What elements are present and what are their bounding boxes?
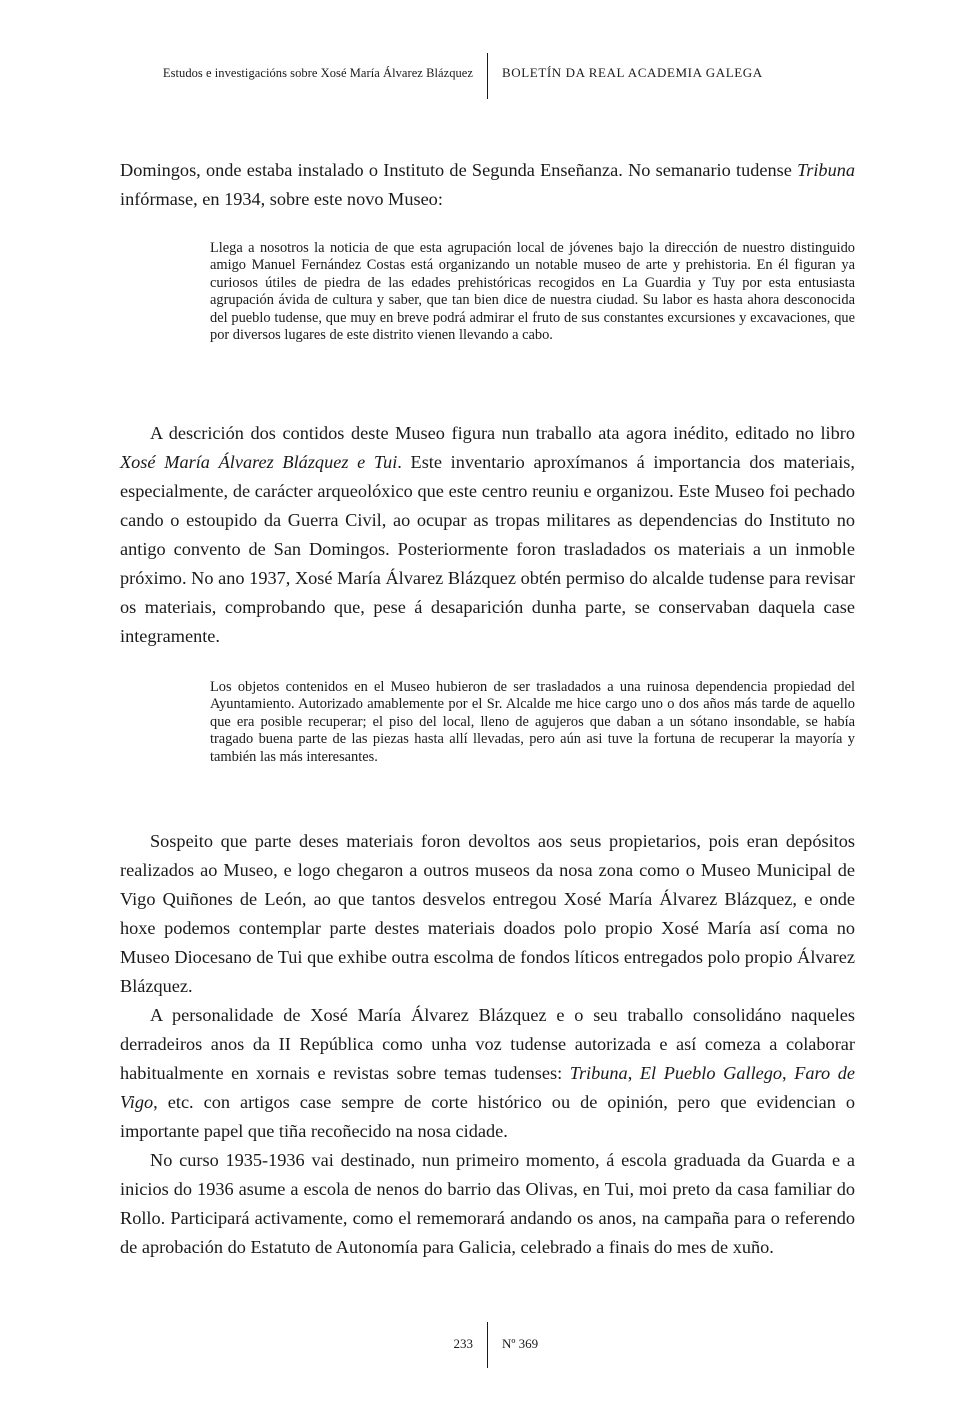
- block-quote-2: [210, 679, 855, 766]
- header-journal-title: BOLETÍN DA REAL ACADEMIA GALEGA: [502, 65, 763, 80]
- running-header: [0, 53, 975, 99]
- separator: ,: [627, 1063, 640, 1083]
- publication-title-tribuna: Tribuna: [569, 1063, 628, 1083]
- paragraph-4-text-b: , etc. con artigos case sempre de corte histórico ou de opinión, pero que evidencian o importante papel que tiña recoñecido na nosa cidade.: [120, 1092, 855, 1141]
- block-quote-1: [210, 240, 855, 344]
- paragraph-2-text-a: A descrición dos contidos deste Museo figura nun traballo ata agora inédito, editado no libro: [150, 423, 855, 443]
- issue-number: Nº 369: [502, 1336, 539, 1351]
- footer-divider: [487, 1322, 488, 1368]
- separator: ,: [782, 1063, 795, 1083]
- header-series-title: Estudos e investigacións sobre Xosé María Álvarez Blázquez: [162, 66, 473, 80]
- paragraph-4: [120, 1001, 855, 1146]
- block-quote-2-text: Los objetos contenidos en el Museo hubieron de ser trasladados a una ruinosa dependencia propiedad del Ayuntamiento. Autorizado amablemente por el Sr. Alcalde me hice cargo uno o dos años más tarde de aquello que era posible recuperar; el piso del local, lleno de agujeros que daban a un sótano insondable, se había tragado buena parte de las piezas hasta allí llevadas, pero aún asi tuve la fortuna de recuperar la mayoría y también las más interesantes.: [210, 679, 855, 765]
- page-number: 233: [453, 1336, 473, 1351]
- paragraph-3: Sospeito que parte deses materiais foron devoltos aos seus propietarios, pois eran depósitos realizados ao Museo, e logo chegaron a outros museos da nosa zona como o Museo Municipal de Vigo Quiñones de León, ao que tantos desvelos entregou Xosé María Álvarez Blázquez, e onde hoxe podemos contemplar parte destes materiais doados polo propio Xosé María así coma no Museo Diocesano de Tui que exhibe outra escolma de fondos líticos entregados polo propio Álvarez Blázquez.: [120, 831, 855, 996]
- publication-title-tribuna: Tribuna: [797, 160, 855, 180]
- paragraph-1-text-b: infórmase, en 1934, sobre este novo Museo:: [120, 189, 443, 209]
- paragraph-1-text-a: Domingos, onde estaba instalado o Instituto de Segunda Enseñanza. No semanario tudense: [120, 160, 798, 180]
- block-quote-1-text: Llega a nosotros la noticia de que esta agrupación local de jóvenes bajo la dirección de nuestro distinguido amigo Manuel Fernández Costas está organizando un notable museo de arte y prehistoria. En él figuran ya curiosos útiles de piedra de las edades prehistóricas recogidos en La Guardia y Tuy por esta entusiasta agrupación ávida de cultura y saber, que tan bien dice de nuestra ciudad. Su labor es hasta ahora desconocida del pueblo tudense, que muy en breve podrá admirar el fruto de sus constantes excursiones y excavaciones, que por diversos lugares de este distrito vienen llevando a cabo.: [210, 240, 855, 344]
- publication-title-el-pueblo-gallego: El Pueblo Gallego: [639, 1063, 783, 1083]
- paragraph-5: No curso 1935-1936 vai destinado, nun primeiro momento, á escola graduada da Guarda e a inicios do 1936 asume a escola de nenos do barrio das Olivas, en Tui, moi preto da casa familiar do Rollo. Participará activamente, como el rememorará andando os anos, na campaña para o referendo de aprobación do Estatuto de Autonomía para Galicia, celebrado a finais do mes de xuño.: [120, 1150, 855, 1257]
- paragraph-1: [120, 156, 855, 214]
- paragraph-2: [120, 419, 855, 651]
- paragraph-4-text-a: A personalidade de Xosé María Álvarez Blázquez e o seu traballo consolidáno naqueles derradeiros anos da II República como unha voz tudense autorizada e así comeza a colaborar habitualmente en xornais e revistas sobre temas tudenses:: [120, 1005, 855, 1083]
- header-divider: [487, 53, 488, 99]
- publication-title-faro-de-vigo: Faro de Vigo: [120, 1063, 855, 1112]
- running-footer: [0, 1322, 975, 1368]
- body-continuation: [120, 827, 855, 1262]
- paragraph-2-text-b: . Este inventario aproxímanos á importancia dos materiais, especialmente, de carácter arqueolóxico que este centro reuniu e organizou. Este Museo foi pechado cando o estoupido da Guerra Civil, ao ocupar as tropas militares as dependencias do Instituto no antigo convento de San Domingos. Posteriormente foron trasladados os materiais a un inmoble próximo. No ano 1937, Xosé María Álvarez Blázquez obtén permiso do alcalde tudense para revisar os materiais, comprobando que, pese á desaparición dunha parte, se conservaban daquela case integramente.: [120, 452, 855, 646]
- book-title: Xosé María Álvarez Blázquez e Tui: [120, 452, 398, 472]
